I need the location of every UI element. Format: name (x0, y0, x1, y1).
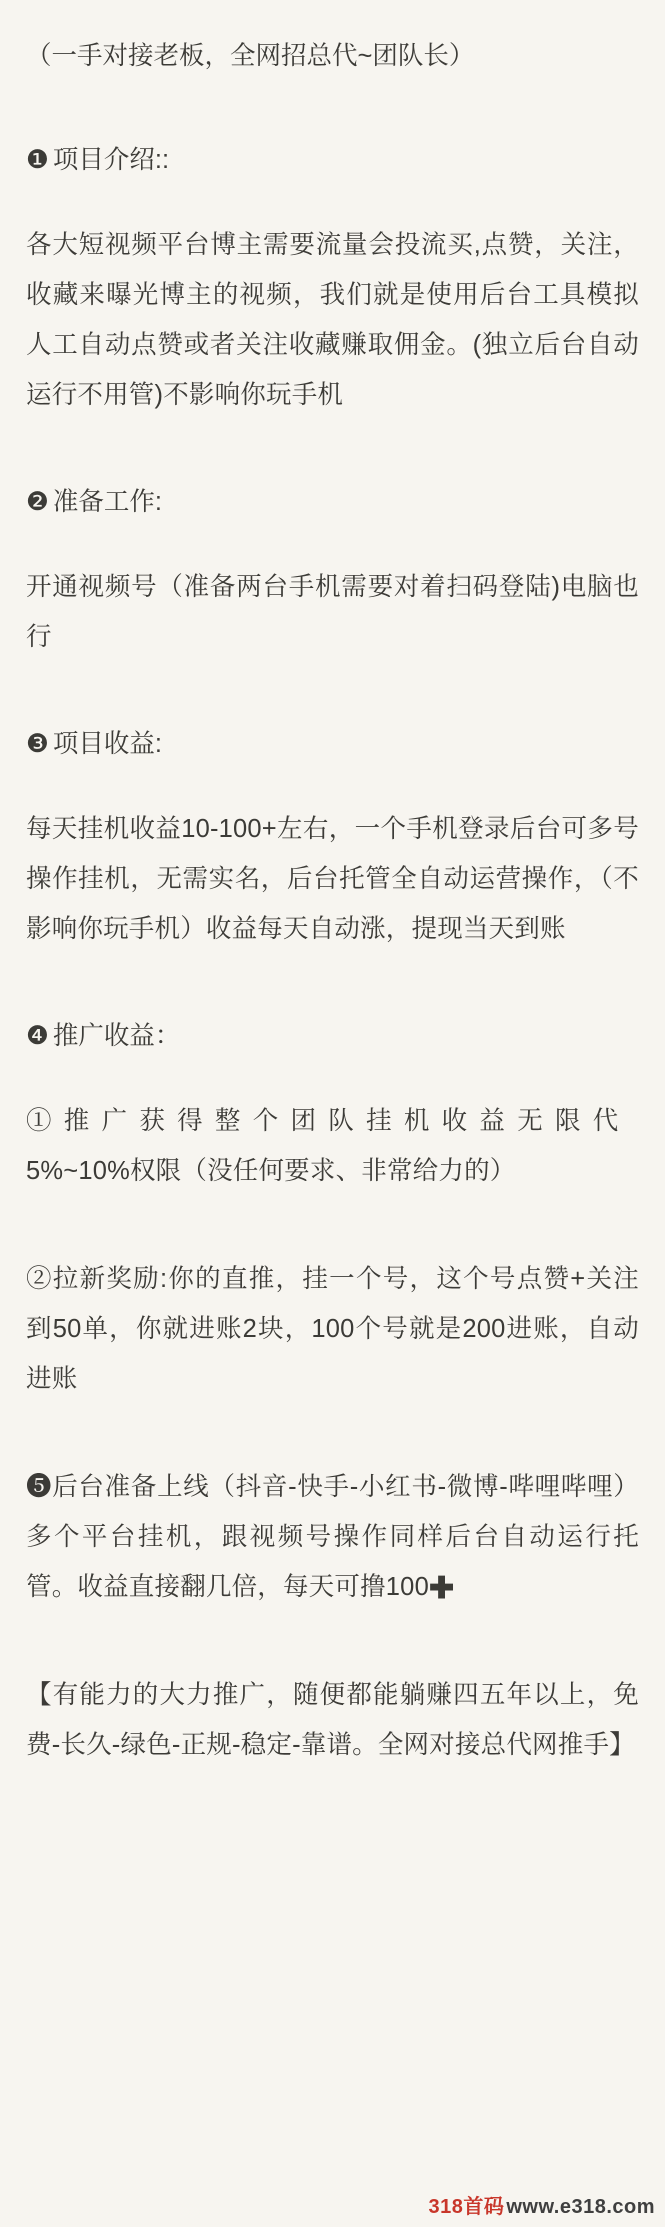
section-marker-4: ❹ (26, 1022, 49, 1050)
section-marker-3: ❸ (26, 730, 49, 758)
section-body-4-line3: ②拉新奖励:你的直推，挂一个号，这个号点赞+关注到50单，你就进账2块，100个号就是200进账，自动进账 (26, 1265, 639, 1393)
section-title-2: 准备工作: (52, 488, 162, 516)
spacer (26, 1196, 639, 1254)
spacer (26, 420, 639, 478)
section-body-4-line2: 5%~10%权限（没任何要求、非常给力的） (26, 1157, 516, 1185)
section-heading-2 (26, 478, 639, 526)
section-body-1: 各大短视频平台博主需要流量会投流买,点赞，关注，收藏来曝光博主的视频，我们就是使用后台工具模拟人工自动点赞或者关注收藏赚取佣金。(独立后台自动运行不用管)不影响你玩手机 (26, 231, 639, 409)
spacer (26, 526, 639, 562)
section-title-4: 推广收益： (52, 1022, 181, 1050)
section-heading-5 (26, 1462, 639, 1612)
plus-icon: ✚ (428, 1572, 455, 1605)
section-body-4-line1: ① 推 广 获 得 整 个 团 队 挂 机 收 益 无 限 代 (26, 1107, 621, 1135)
section-heading-1 (26, 136, 639, 184)
watermark-url: www.e318.com (506, 2196, 655, 2218)
watermark (428, 2190, 655, 2219)
section-heading-4 (26, 1012, 639, 1060)
spacer (26, 1060, 639, 1096)
watermark-brand: 318首码 (428, 2196, 505, 2218)
spacer (26, 954, 639, 1012)
section-title-1: 项目介绍:: (52, 146, 170, 174)
section-heading-3 (26, 720, 639, 768)
section-body-3: 每天挂机收益10-100+左右，一个手机登录后台可多号操作挂机，无需实名，后台托管全自动运营操作，（不影响你玩手机）收益每天自动涨，提现当天到账 (26, 815, 639, 943)
section-marker-1: ❶ (26, 146, 49, 174)
spacer (26, 1612, 639, 1670)
section-marker-2: ❷ (26, 488, 49, 516)
spacer (26, 184, 639, 220)
spacer (26, 662, 639, 720)
closing-paragraph: 【有能力的大力推广，随便都能躺赚四五年以上，免费-长久-绿色-正规-稳定-靠谱。全网对接总代网推手】 (26, 1681, 639, 1759)
section-body-2: 开通视频号（准备两台手机需要对着扫码登陆)电脑也行 (26, 573, 639, 651)
section-title-5: 后台准备上线（抖音-快手-小红书-微博-哔哩哔哩）多个平台挂机，跟视频号操作同样后台自动运行托管。收益直接翻几倍，每天可撸100 (26, 1473, 640, 1601)
spacer (26, 1404, 639, 1462)
section-title-3: 项目收益: (52, 730, 162, 758)
spacer (26, 78, 639, 136)
spacer (26, 768, 639, 804)
section-marker-5: ❺ (26, 1473, 53, 1501)
intro-line: （一手对接老板，全网招总代~团队长） (26, 42, 475, 70)
